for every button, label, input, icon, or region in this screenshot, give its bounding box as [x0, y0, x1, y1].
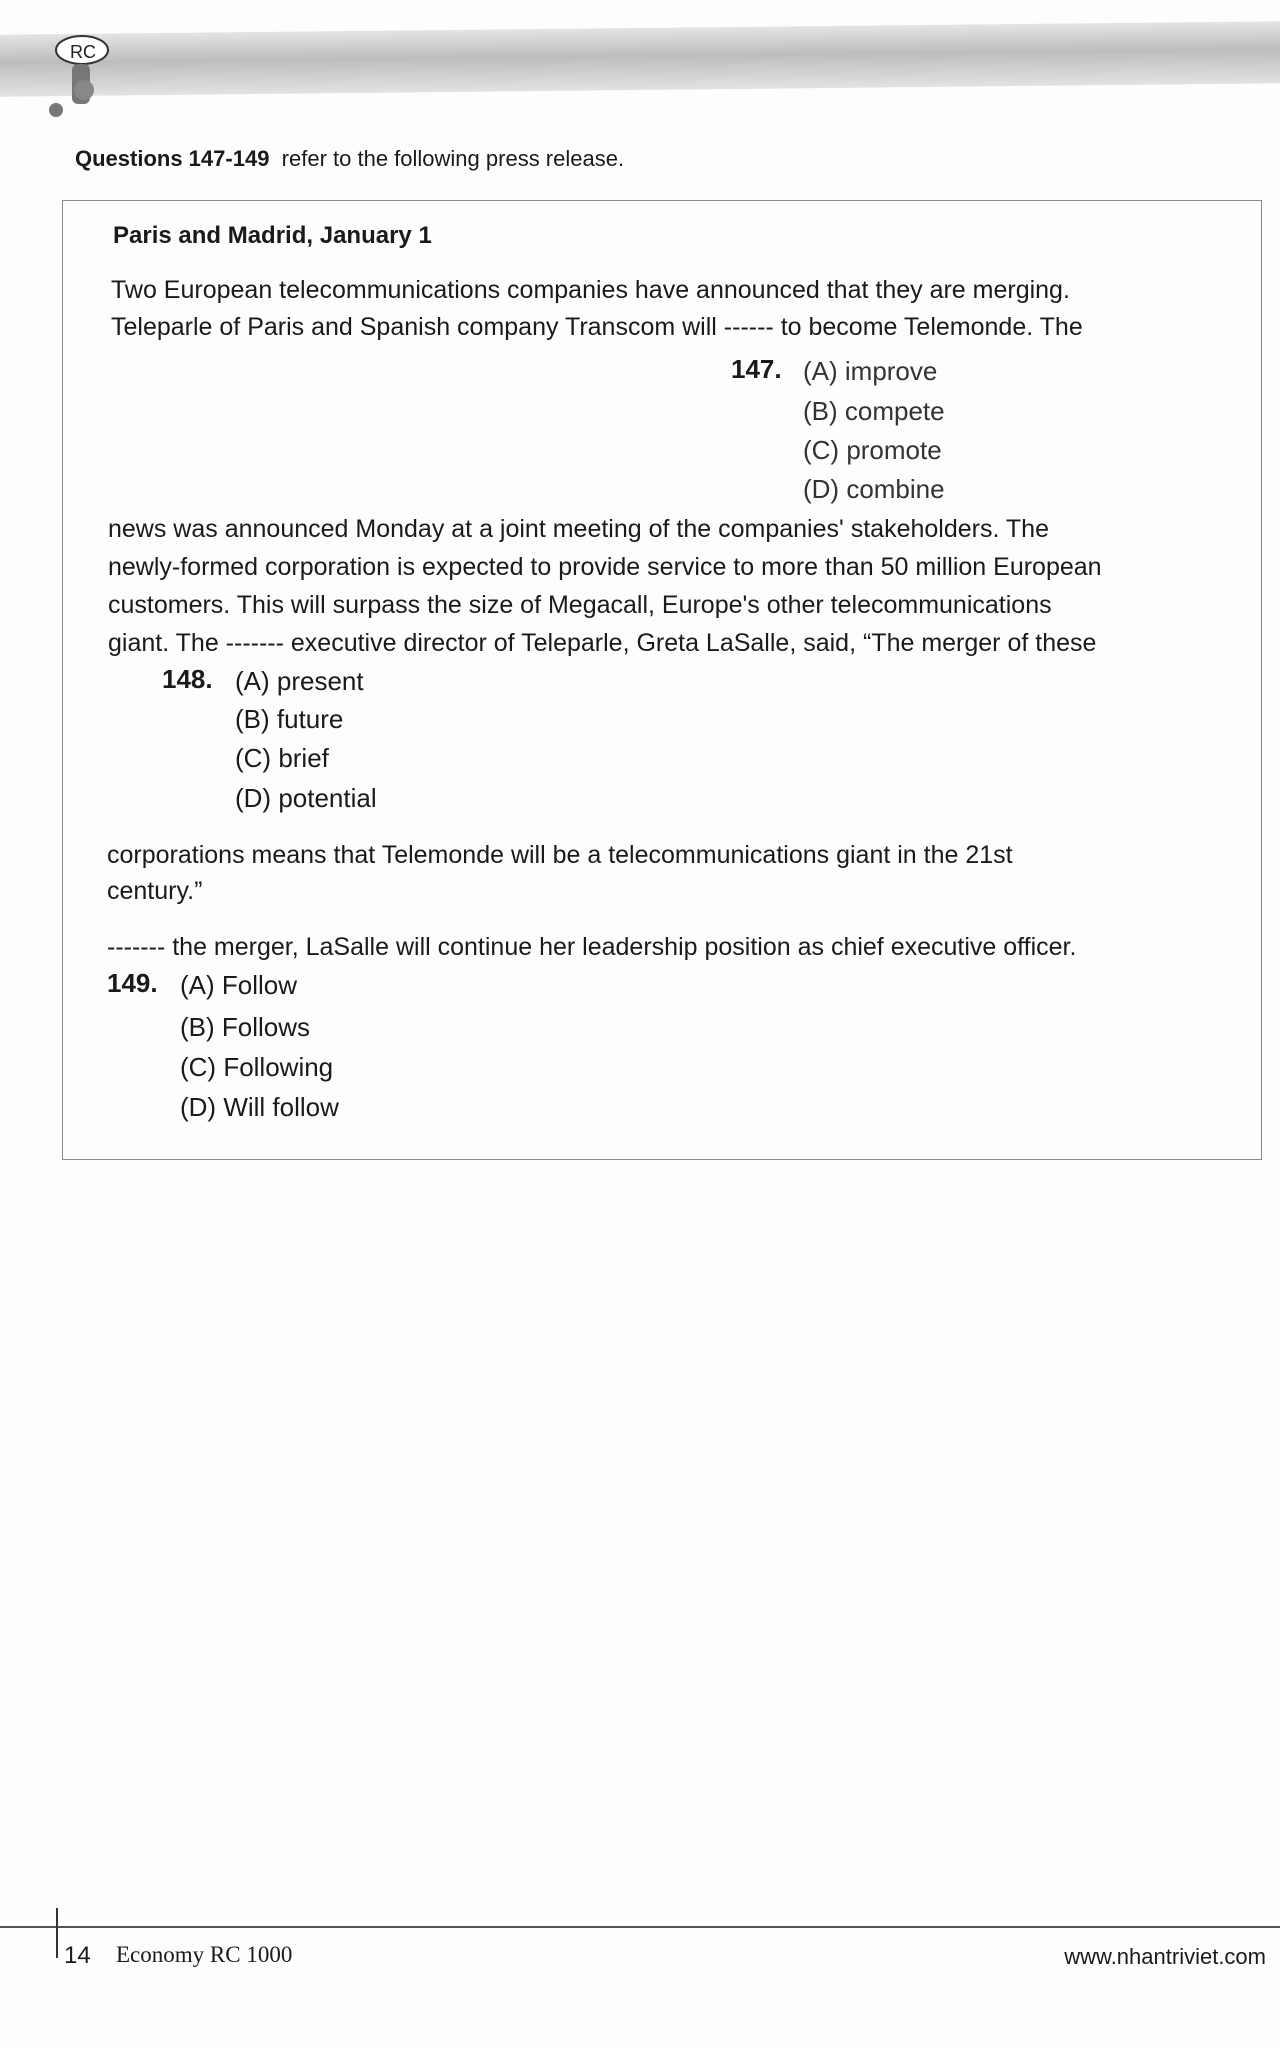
footer-divider: [0, 1926, 1280, 1928]
page-number: 14: [64, 1942, 91, 1969]
option[interactable]: (B) Follows: [180, 1012, 311, 1042]
question-number-147: 147.: [731, 354, 782, 384]
passage-line: giant. The ------- executive director of Teleparle, Greta LaSalle, said, “The merger of these: [108, 629, 1097, 657]
option[interactable]: (B) future: [235, 704, 344, 734]
dateline: Paris and Madrid, January 1: [113, 222, 432, 249]
website: www.nhantriviet.com: [1064, 1944, 1266, 1969]
passage-line: century.”: [107, 877, 203, 905]
option[interactable]: (C) brief: [235, 743, 329, 773]
option[interactable]: (A) improve: [803, 356, 938, 386]
question-number-149: 149.: [107, 968, 158, 998]
passage-line: customers. This will surpass the size of Megacall, Europe's other telecommunications: [108, 591, 1052, 619]
question-number-148: 148.: [162, 664, 213, 694]
book-title: Economy RC 1000: [116, 1942, 293, 1967]
passage-line: corporations means that Telemonde will be a telecommunications giant in the 21st: [107, 841, 1013, 869]
option[interactable]: (B) compete: [803, 396, 945, 426]
option[interactable]: (A) present: [235, 666, 364, 696]
instruction-text: refer to the following press release.: [281, 146, 625, 171]
option[interactable]: (A) Follow: [180, 970, 298, 1000]
passage-line: Two European telecommunications companies have announced that they are merging.: [111, 276, 1070, 304]
rc-mascot-logo: [44, 32, 114, 122]
instruction: [75, 146, 624, 172]
option[interactable]: (D) potential: [235, 783, 377, 813]
passage-line: newly-formed corporation is expected to provide service to more than 50 million European: [108, 553, 1102, 581]
option[interactable]: (C) promote: [803, 435, 942, 465]
passage-line: ------- the merger, LaSalle will continue her leadership position as chief executive officer.: [107, 933, 1077, 961]
question-range: Questions 147-149: [75, 146, 270, 171]
header-band: [0, 21, 1280, 96]
footer-tick: [56, 1908, 58, 1958]
svg-text:RC: RC: [70, 42, 96, 62]
passage-line: news was announced Monday at a joint meeting of the companies' stakeholders. The: [108, 515, 1049, 543]
passage-line: Teleparle of Paris and Spanish company Transcom will ------ to become Telemonde. The: [111, 313, 1083, 341]
option[interactable]: (D) combine: [803, 474, 945, 504]
option[interactable]: (C) Following: [180, 1052, 334, 1082]
option[interactable]: (D) Will follow: [180, 1092, 339, 1122]
